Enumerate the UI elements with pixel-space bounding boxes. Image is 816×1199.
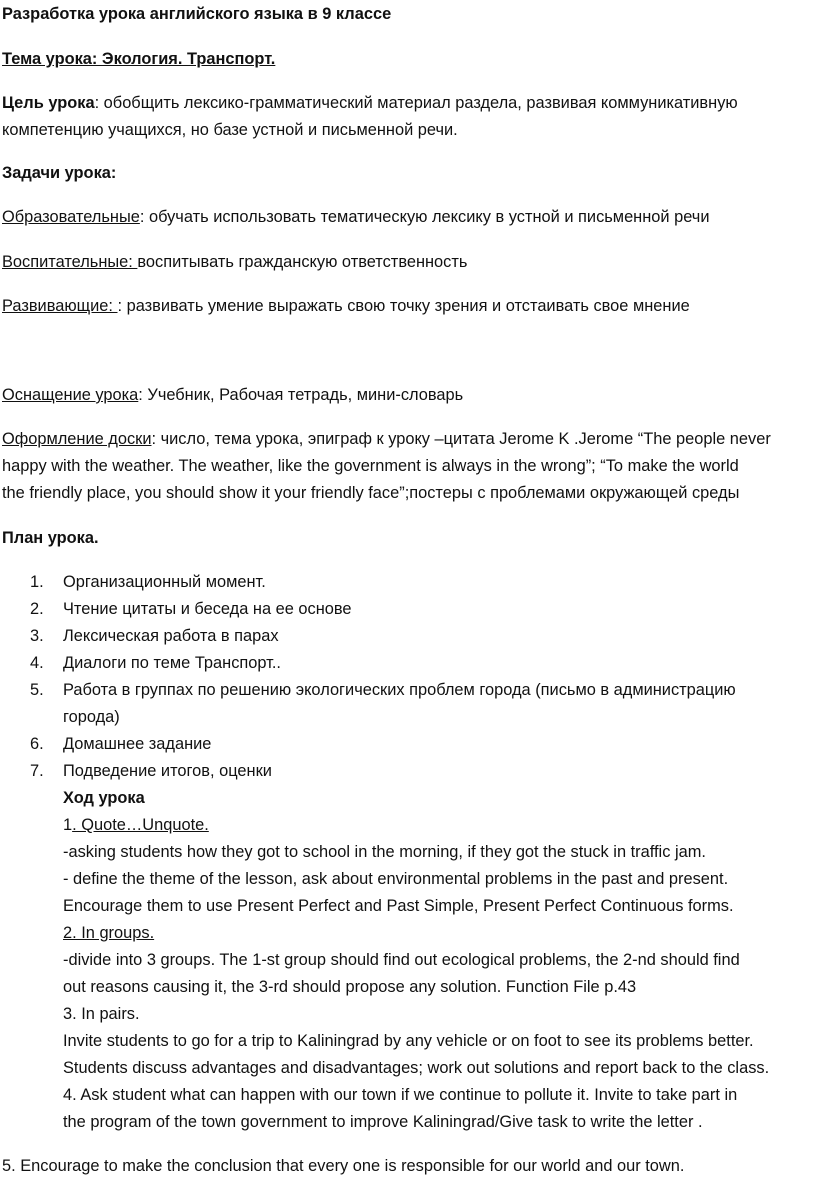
list-text: Лексическая работа в парах (63, 627, 279, 645)
step-2-title: 2. In groups. (63, 924, 155, 942)
step-1-label: . Quote…Unquote. (72, 816, 209, 834)
board-text-1: : число, тема урока, эпиграф к уроку –цитата Jerome K .Jerome “The people never (151, 430, 771, 448)
board-line-2: happy with the weather. The weather, like the government is always in the wrong”; “To make the world (2, 457, 739, 475)
list-number: 4. (30, 654, 44, 672)
list-text: Диалоги по теме Транспорт.. (63, 654, 281, 672)
equipment-line (2, 382, 463, 409)
goal-line-2: компетенцию учащихся, но базе устной и письменной речи. (2, 121, 458, 139)
step-1-line-2: - define the theme of the lesson, ask about environmental problems in the past and present. (63, 870, 729, 888)
task-text: : развивать умение выражать свою точку зрения и отстаивать свое мнение (117, 297, 690, 315)
step-4-line-2: the program of the town government to improve Kaliningrad/Give task to write the letter . (63, 1113, 703, 1131)
task-developing (2, 293, 690, 320)
equipment-text: : Учебник, Рабочая тетрадь, мини-словарь (138, 386, 464, 404)
step-2-line-1: -divide into 3 groups. The 1-st group should find out ecological problems, the 2-nd should find (63, 951, 740, 969)
list-text: Работа в группах по решению экологических проблем города (письмо в администрацию (63, 681, 736, 699)
step-1-title (63, 812, 209, 839)
board-line-3: the friendly place, you should show it your friendly face”;постеры с проблемами окружающей среды (2, 484, 740, 502)
list-number: 6. (30, 735, 44, 753)
task-text: : обучать использовать тематическую лексику в устной и письменной речи (139, 208, 710, 226)
step-1-line-3: Encourage them to use Present Perfect and Past Simple, Present Perfect Continuous forms. (63, 897, 734, 915)
step-2-line-2: out reasons causing it, the 3-rd should propose any solution. Function File p.43 (63, 978, 637, 996)
final-step: 5. Encourage to make the conclusion that every one is responsible for our world and our town. (2, 1157, 685, 1175)
list-text-continued: города) (63, 708, 120, 726)
list-number: 3. (30, 627, 44, 645)
step-3-line-2: Students discuss advantages and disadvantages; work out solutions and report back to the class. (63, 1059, 770, 1077)
goal-line-1 (2, 90, 738, 117)
list-text: Домашнее задание (63, 735, 212, 753)
list-number: 1. (30, 573, 44, 591)
task-label: Воспитательные: (2, 253, 138, 271)
board-line-1 (2, 426, 771, 453)
board-label: Оформление доски (2, 430, 152, 448)
equipment-label: Оснащение урока (2, 386, 139, 404)
lesson-topic: Тема урока: Экология. Транспорт. (2, 50, 276, 68)
document-title: Разработка урока английского языка в 9 классе (2, 5, 392, 23)
list-number: 2. (30, 600, 44, 618)
list-text: Организационный момент. (63, 573, 266, 591)
course-heading: Ход урока (63, 789, 145, 807)
tasks-heading: Задачи урока: (2, 164, 117, 182)
task-label: Образовательные (2, 208, 140, 226)
step-3-title: 3. In pairs. (63, 1005, 140, 1023)
list-text: Подведение итогов, оценки (63, 762, 272, 780)
list-text: Чтение цитаты и беседа на ее основе (63, 600, 352, 618)
goal-label: Цель урока (2, 94, 95, 112)
list-number: 5. (30, 681, 44, 699)
step-1-number: 1 (63, 816, 73, 834)
step-4-line-1: 4. Ask student what can happen with our town if we continue to pollute it. Invite to take part in (63, 1086, 738, 1104)
step-1-line-1: -asking students how they got to school in the morning, if they got the stuck in traffic jam. (63, 843, 706, 861)
task-upbringing (2, 249, 467, 276)
task-label: Развивающие: (2, 297, 118, 315)
step-3-line-1: Invite students to go for a trip to Kaliningrad by any vehicle or on foot to see its problems better. (63, 1032, 754, 1050)
list-number: 7. (30, 762, 44, 780)
task-educational (2, 204, 710, 231)
task-text: воспитывать гражданскую ответственность (137, 253, 468, 271)
plan-heading: План урока. (2, 529, 99, 547)
goal-text-1: : обобщить лексико-грамматический материал раздела, развивая коммуникативную (94, 94, 738, 112)
